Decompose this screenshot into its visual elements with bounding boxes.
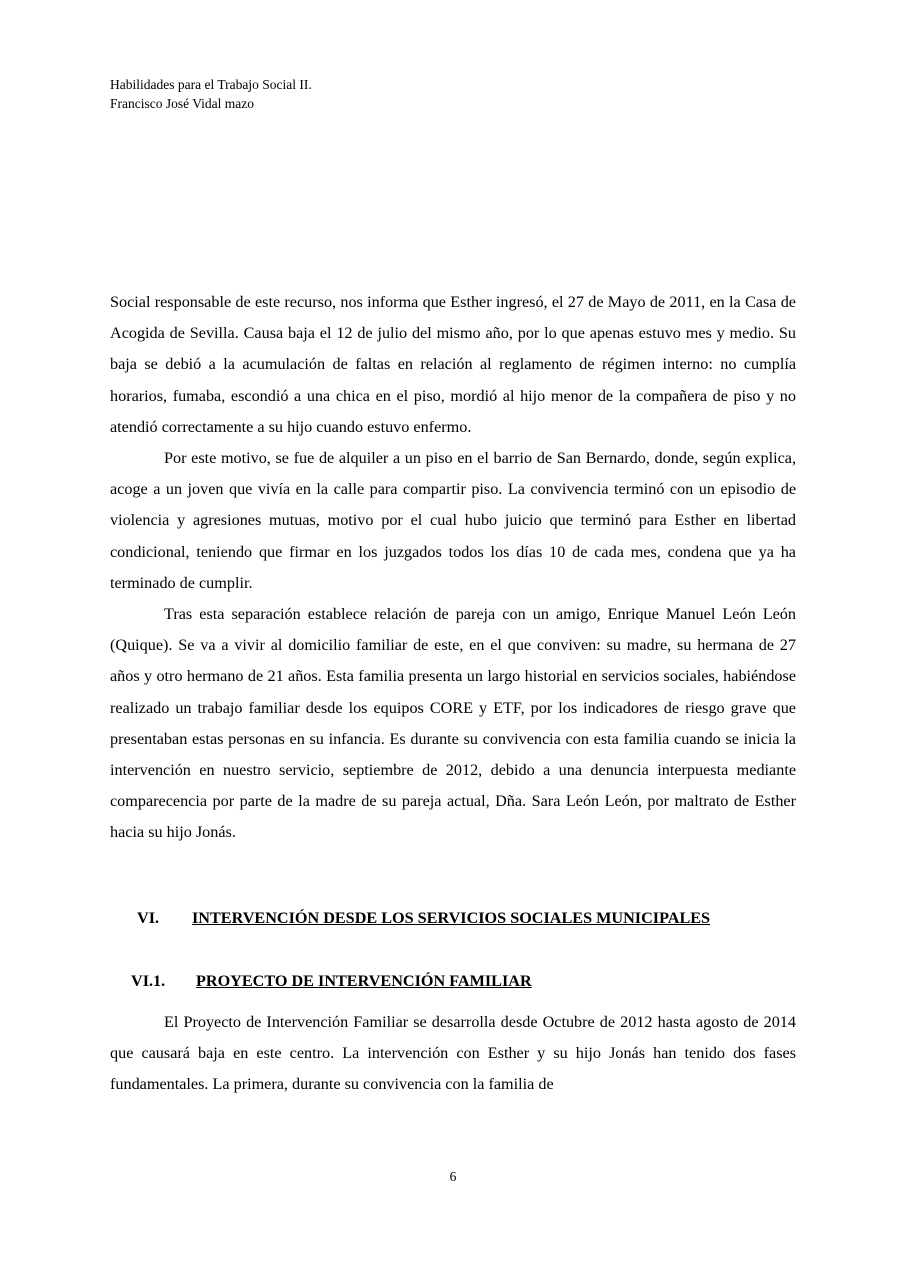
body-text bbox=[110, 287, 796, 849]
subsection-heading bbox=[131, 971, 532, 991]
section-number: VI. bbox=[137, 909, 160, 927]
paragraph-san-bernardo: Por este motivo, se fue de alquiler a un piso en el barrio de San Bernardo, donde, según explica, acoge a un joven que vivía en la calle para compartir piso. La convivencia terminó con un episodio de violencia y agresiones mutuas, motivo por el cual hubo juicio que terminó para Esther en libertad condicional, teniendo que firmar en los juzgados todos los días 10 de cada mes, condena que ya ha terminado de cumplir. bbox=[110, 449, 796, 592]
subsection-title: PROYECTO DE INTERVENCIÓN FAMILIAR bbox=[196, 972, 532, 990]
section-heading bbox=[137, 908, 710, 928]
header-author: Francisco José Vidal mazo bbox=[110, 96, 255, 111]
header-course-title: Habilidades para el Trabajo Social II. bbox=[110, 77, 312, 92]
section-title: INTERVENCIÓN DESDE LOS SERVICIOS SOCIALES MUNICIPALES bbox=[192, 909, 711, 927]
subsection-number: VI.1. bbox=[131, 972, 166, 990]
paragraph-relacion-pareja: Tras esta separación establece relación de pareja con un amigo, Enrique Manuel León León (Quique). Se va a vivir al domicilio familiar de este, en el que conviven: su madre, su hermana de 27 años y otro hermano de 21 años. Esta familia presenta un largo historial en servicios sociales, habiéndose realizado un trabajo familiar desde los equipos CORE y ETF, por los indicadores de riesgo grave que presentaban estas personas en su infancia. Es durante su convivencia con esta familia cuando se inicia la intervención en nuestro servicio, septiembre de 2012, debido a una denuncia interpuesta mediante comparecencia por parte de la madre de su pareja actual, Dña. Sara León León, por maltrato de Esther hacia su hijo Jonás. bbox=[110, 605, 796, 842]
page-number: 6 bbox=[449, 1169, 457, 1184]
subsection-body bbox=[110, 1007, 796, 1101]
page-header bbox=[110, 75, 312, 113]
paragraph-casa-acogida: Social responsable de este recurso, nos informa que Esther ingresó, el 27 de Mayo de 2011, en la Casa de Acogida de Sevilla. Causa baja el 12 de julio del mismo año, por lo que apenas estuvo mes y medio. Su baja se debió a la acumulación de faltas en relación al reglamento de régimen interno: no cumplía horarios, fumaba, escondió a una chica en el piso, mordió al hijo menor de la compañera de piso y no atendió correctamente a su hijo cuando estuvo enfermo. bbox=[110, 293, 796, 436]
paragraph-proyecto-intervencion: El Proyecto de Intervención Familiar se desarrolla desde Octubre de 2012 hasta agosto de 2014 que causará baja en este centro. La intervención con Esther y su hijo Jonás han tenido dos fases fundamentales. La primera, durante su convivencia con la familia de bbox=[110, 1013, 796, 1094]
